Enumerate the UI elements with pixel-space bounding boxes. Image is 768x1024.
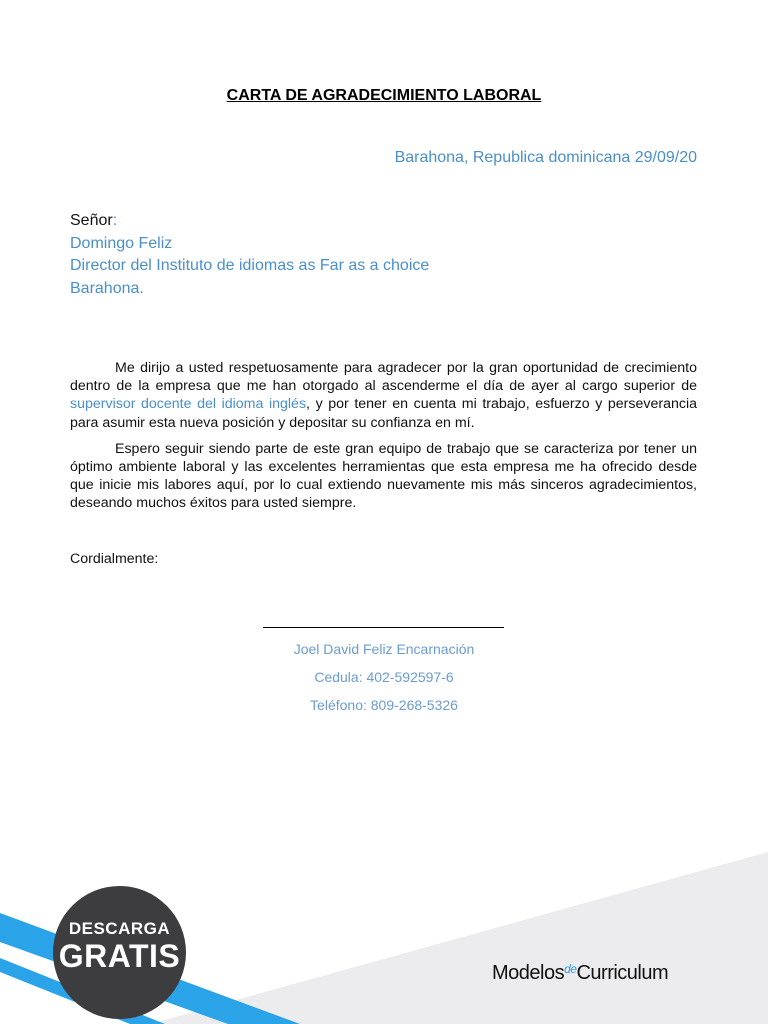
closing: Cordialmente: — [70, 551, 159, 567]
paragraph-2: Espero seguir siendo parte de este gran equipo de trabajo que se caracteriza por tener un óptimo ambiente laboral y las excelentes herramientas que esta empresa me ha ofrecido desde que inicie mis labores aquí, por lo cual extiendo nuevamente mis más sinceros agradecimientos, deseando muchos éxitos para usted siempre. — [70, 440, 697, 512]
position-highlight: supervisor docente del idioma inglés — [70, 396, 307, 413]
paragraph-1-start: Me dirijo a usted respetuosamente para agradecer por la gran oportunidad de crecimiento dentro de la empresa que me han otorgado al ascenderme el día de ayer al cargo superior de — [70, 360, 697, 395]
badge-line-1: DESCARGA — [68, 919, 171, 938]
brand-part-2: de — [564, 962, 577, 976]
brand-part-3: Curriculum — [576, 962, 669, 984]
signer-phone: Teléfono: 809-268-5326 — [310, 697, 458, 713]
salutation-prefix: Señor — [70, 212, 113, 229]
letter-title: CARTA DE AGRADECIMIENTO LABORAL — [226, 87, 542, 104]
gray-background-band — [150, 852, 768, 1024]
salutation-colon: : — [112, 212, 118, 229]
place-date: Barahona, Republica dominicana 29/09/20 — [394, 149, 697, 166]
download-badge[interactable] — [53, 886, 186, 1019]
signature-line — [263, 627, 504, 628]
badge-line-2: GRATIS — [58, 938, 181, 974]
salutation — [70, 210, 429, 233]
letter-body — [70, 359, 697, 521]
paragraph-1-end: , y por tener en cuenta mi trabajo, esfuerzo y perseverancia para asumir esta nueva posición y depositar su confianza en mí. — [70, 396, 697, 431]
recipient-name: Domingo Feliz — [70, 234, 173, 252]
signer-id: Cedula: 402-592597-6 — [314, 669, 454, 685]
brand-logo — [492, 962, 668, 985]
recipient-city: Barahona. — [70, 279, 144, 297]
recipient-title: Director del Instituto de idiomas as Far as a choice — [70, 257, 430, 274]
brand-part-1: Modelos — [492, 962, 565, 984]
signer-name: Joel David Feliz Encarnación — [293, 641, 475, 657]
recipient-block — [70, 210, 429, 300]
paragraph-1 — [70, 359, 697, 432]
